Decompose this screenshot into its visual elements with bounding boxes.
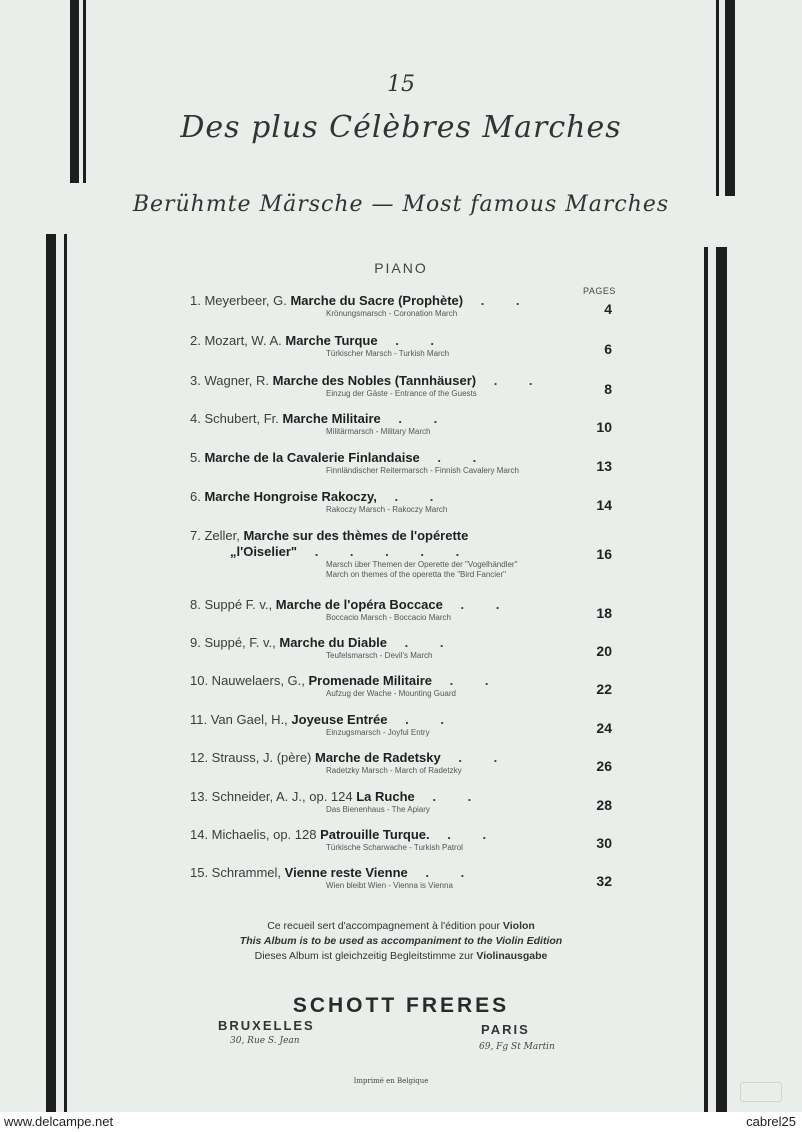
toc-row [190,333,620,359]
toc-row [190,712,620,738]
album-number: 15 [387,72,415,97]
pages-header: PAGES [583,286,616,296]
toc-title-cont: „l'Oiselier" . . . . . [230,544,474,559]
toc-page-number: 8 [604,381,612,397]
toc-title: 3. Wagner, R. Marche des Nobles (Tannhäuser) . . [190,373,547,388]
toc-subtitle: Boccacio Marsch - Boccacio March [326,613,451,622]
toc-subtitle: Finnländischer Reitermarsch - Finnish Cavalery March [326,466,519,475]
toc-row [190,597,620,623]
toc-row [190,450,620,476]
toc-title: 8. Suppé F. v., Marche de l'opéra Boccace . . [190,597,514,612]
toc-subtitle-2: March on themes of the operetta the "Bird Fancier" [326,570,506,579]
toc-row [190,528,620,580]
toc-row [190,293,620,319]
site-link[interactable]: www.delcampe.net [4,1114,114,1129]
toc-title: 12. Strauss, J. (père) Marche de Radetsky . . [190,750,512,765]
toc-row [190,411,620,437]
toc-subtitle: Teufelsmarsch - Devil's March [326,651,433,660]
toc-page-number: 20 [596,643,612,659]
title-german-english: Berühmte Märsche — Most famous Marches [132,192,670,217]
title-french: Des plus Célèbres Marches [180,110,622,145]
publisher-name: SCHOTT FRERES [292,994,510,1017]
toc-title: 10. Nauwelaers, G., Promenade Militaire . . [190,673,503,688]
seller-name: cabrel25 [746,1114,796,1129]
toc-subtitle: Türkischer Marsch - Turkish March [326,349,450,358]
address-left: 30, Rue S. Jean [230,1036,300,1046]
toc-page-number: 28 [596,797,612,813]
toc-subtitle: Das Bienenhaus - The Apiary [326,805,430,814]
toc-page-number: 4 [604,301,612,317]
toc-subtitle: Türkische Scharwache - Turkish Patrol [326,843,463,852]
toc-title: 14. Michaelis, op. 128 Patrouille Turque. . . [190,827,501,842]
toc-row [190,865,620,891]
toc-page-number: 32 [596,873,612,889]
toc-page-number: 16 [596,546,612,562]
note-french: Ce recueil sert d'accompagnement à l'édition pour Violon [267,920,535,932]
city-left: BRUXELLES [218,1018,315,1033]
toc-title: 15. Schrammel, Vienne reste Vienne . . [190,865,479,880]
toc-page-number: 24 [596,720,612,736]
toc-page-number: 22 [596,681,612,697]
right-border-bar-top-thick [725,0,735,196]
toc-row [190,635,620,661]
note-english: This Album is to be used as accompaniment to the Violin Edition [239,935,563,947]
toc-title: 7. Zeller, Marche sur des thèmes de l'opérette [190,528,469,543]
toc-page-number: 26 [596,758,612,774]
toc-row [190,750,620,776]
right-border-bar-bottom [704,247,708,1112]
toc-subtitle: Einzugsmarsch - Joyful Entry [326,728,430,737]
note-german: Dieses Album ist gleichzeitig Begleitstimme zur Violinausgabe [254,950,548,962]
stamp-mark [740,1082,782,1102]
toc-row [190,789,620,815]
toc-subtitle: Aufzug der Wache - Mounting Guard [326,689,456,698]
toc-subtitle: Wien bleibt Wien - Vienna is Vienna [326,881,453,890]
toc-title: 1. Meyerbeer, G. Marche du Sacre (Prophète) . . [190,293,534,308]
toc-subtitle: Krönungsmarsch - Coronation March [326,309,458,318]
toc-title: 6. Marche Hongroise Rakoczy, . . [190,489,448,504]
address-right: 69, Fg St Martin [479,1042,555,1052]
watermark-bar [0,1112,802,1132]
toc-subtitle: Marsch über Themen der Operette der "Vogelhändler" [326,560,518,569]
toc-row [190,489,620,515]
left-border-bar-bottom-thin [64,234,67,1112]
left-border-bar-bottom [46,234,56,1112]
toc-row [190,673,620,699]
toc-title: 5. Marche de la Cavalerie Finlandaise . . [190,450,491,465]
toc-page-number: 14 [596,497,612,513]
toc-page-number: 18 [596,605,612,621]
toc-page-number: 10 [596,419,612,435]
right-border-bar-top [716,0,719,196]
toc-subtitle: Einzug der Gäste - Entrance of the Guests [326,389,477,398]
toc-page-number: 13 [596,458,612,474]
toc-title: 4. Schubert, Fr. Marche Militaire . . [190,411,452,426]
right-border-bar-bottom-thick [716,247,727,1112]
toc-subtitle: Militärmarsch - Military March [326,427,431,436]
instrument-label: PIANO [374,260,428,276]
toc-page-number: 6 [604,341,612,357]
printed-in: Imprimé en Belgique [353,1077,429,1085]
toc-page-number: 30 [596,835,612,851]
toc-subtitle: Radetzky Marsch - March of Radetzky [326,766,462,775]
toc-title: 11. Van Gael, H., Joyeuse Entrée . . [190,712,458,727]
toc-title: 2. Mozart, W. A. Marche Turque . . [190,333,449,348]
toc-row [190,373,620,399]
city-right: PARIS [481,1022,530,1037]
toc-row [190,827,620,853]
toc-subtitle: Rakoczy Marsch - Rakoczy March [326,505,448,514]
toc-title: 13. Schneider, A. J., op. 124 La Ruche . . [190,789,486,804]
toc-title: 9. Suppé, F. v., Marche du Diable . . [190,635,458,650]
